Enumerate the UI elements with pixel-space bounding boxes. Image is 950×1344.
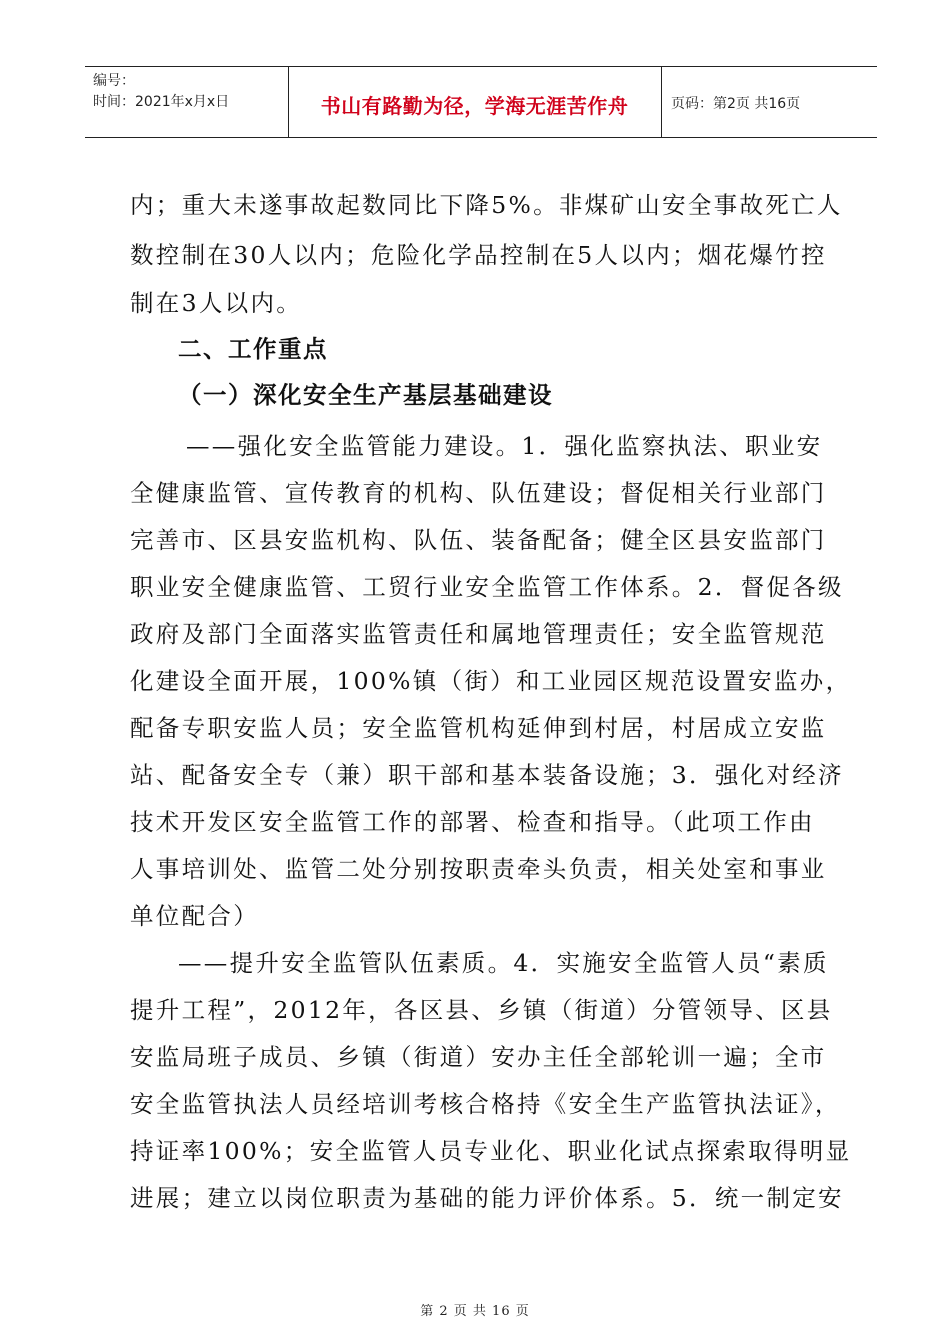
body-line: 进展；建立以岗位职责为基础的能力评价体系。5．统一制定安 — [130, 1184, 844, 1212]
body-line: 数控制在30人以内；危险化学品控制在5人以内；烟花爆竹控 — [130, 241, 827, 269]
body-line: 安监局班子成员、乡镇（街道）安办主任全部轮训一遍；全市 — [130, 1043, 827, 1071]
body-line: 站、配备安全专（兼）职干部和基本装备设施；3．强化对经济 — [130, 761, 844, 789]
body-line: 持证率100%；安全监管人员专业化、职业化试点探索取得明显 — [130, 1137, 852, 1165]
body-line: 提升工程”，2012年，各区县、乡镇（街道）分管领导、区县 — [130, 996, 833, 1024]
body-line: 化建设全面开展，100%镇（街）和工业园区规范设置安监办， — [130, 667, 852, 695]
page-footer: 第 2 页 共 16 页 — [420, 1304, 530, 1319]
header-motto: 书山有路勤为径，学海无涯苦作舟 — [320, 94, 629, 118]
body-line: ——强化安全监管能力建设。1．强化监察执法、职业安 — [186, 432, 823, 460]
document-header — [85, 66, 877, 138]
body-line: 技术开发区安全监管工作的部署、检查和指导。（此项工作由 — [130, 808, 815, 836]
body-line: 安全监管执法人员经培训考核合格持《安全生产监管执法证》， — [130, 1090, 841, 1118]
body-line: 制在3人以内。 — [130, 289, 303, 317]
body-line: 职业安全健康监管、工贸行业安全监管工作体系。2．督促各级 — [130, 573, 844, 601]
body-line: ——提升安全监管队伍素质。4．实施安全监管人员“素质 — [178, 949, 829, 977]
body-line: 内；重大未遂事故起数同比下降5%。非煤矿山安全事故死亡人 — [130, 191, 843, 219]
time-label: 时间：2021年x月x日 — [93, 94, 230, 110]
body-line: 人事培训处、监管二处分别按职责牵头负责，相关处室和事业 — [130, 855, 827, 883]
body-line: 政府及部门全面落实监管责任和属地管理责任；安全监管规范 — [130, 620, 827, 648]
header-divider — [661, 67, 662, 137]
body-line: 全健康监管、宣传教育的机构、队伍建设；督促相关行业部门 — [130, 479, 827, 507]
number-label: 编号： — [93, 73, 135, 89]
section-heading: 二、工作重点 — [178, 335, 328, 363]
body-line: 单位配合） — [130, 902, 259, 930]
header-page-label: 页码：第2页 共16页 — [671, 96, 801, 112]
body-line: 完善市、区县安监机构、队伍、装备配备；健全区县安监部门 — [130, 526, 827, 554]
header-meta — [93, 71, 229, 113]
subsection-heading: （一）深化安全生产基层基础建设 — [178, 381, 553, 409]
body-line: 配备专职安监人员；安全监管机构延伸到村居，村居成立安监 — [130, 714, 827, 742]
